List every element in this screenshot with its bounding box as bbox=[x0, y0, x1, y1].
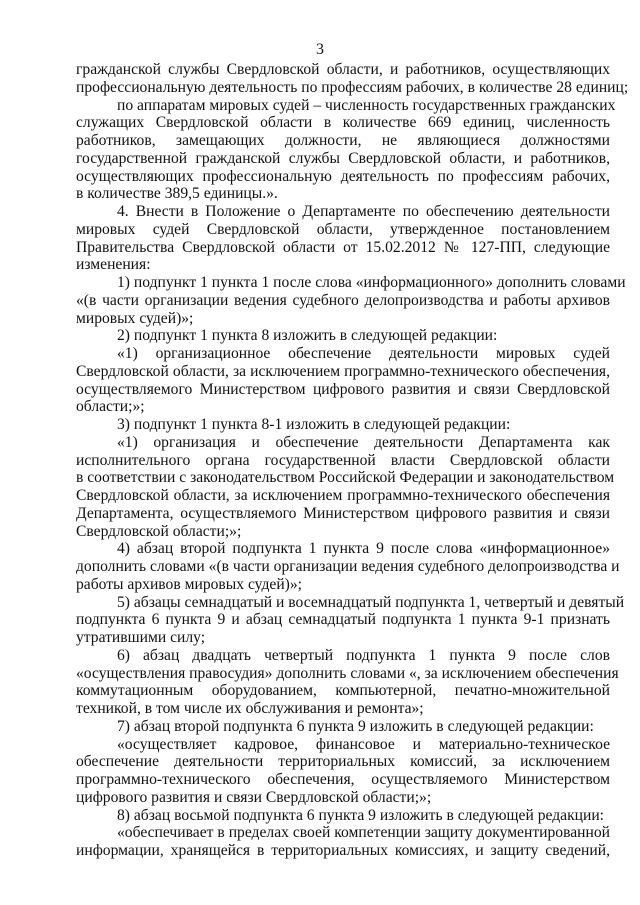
text-line: государственной гражданской службы Свердловской области, и работников, bbox=[76, 149, 610, 167]
document-body bbox=[76, 61, 629, 860]
text-line: мировых судей Свердловской области, утвержденное постановлением bbox=[76, 220, 610, 238]
text-line: в соответствии с законодательством Российской Федерации и законодательством bbox=[76, 469, 615, 487]
text-line: подпункта 6 пункта 9 и абзац семнадцатый подпункта 1 пункта 9-1 признать bbox=[76, 611, 610, 629]
text-line: 8) абзац восьмой подпункта 6 пункта 9 изложить в следующей редакции: bbox=[117, 806, 605, 824]
text-line: 4) абзац второй подпункта 1 пункта 9 после слова «информационное» bbox=[117, 540, 610, 558]
text-line: осуществляющих профессиональную деятельность по профессиям рабочих, bbox=[76, 167, 610, 185]
text-line: 4. Внести в Положение о Департаменте по обеспечению деятельности bbox=[117, 203, 610, 220]
paragraph bbox=[76, 345, 610, 416]
paragraph bbox=[76, 61, 629, 97]
text-line: «1) организация и обеспечение деятельности Департамента как bbox=[117, 433, 610, 451]
paragraph bbox=[76, 593, 625, 647]
text-line: программно-технического обеспечения, осуществляемого Министерством bbox=[76, 771, 610, 788]
paragraph bbox=[76, 540, 620, 593]
text-line: коммутационным оборудованием, компьютерной, печатно-множительной bbox=[76, 682, 610, 700]
paragraph bbox=[76, 807, 610, 825]
text-line: утратившими силу; bbox=[76, 629, 206, 646]
text-line: обеспечение деятельности территориальных комиссий, за исключением bbox=[76, 753, 610, 771]
text-line: Свердловской области, за исключением программно-технического обеспечения bbox=[76, 487, 610, 504]
text-line: осуществляемого Министерством цифрового развития и связи Свердловской bbox=[76, 380, 610, 398]
text-line: исполнительного органа государственной власти Свердловской области bbox=[76, 451, 610, 469]
paragraph bbox=[76, 327, 610, 345]
paragraph bbox=[76, 718, 610, 736]
paragraph bbox=[76, 274, 626, 327]
text-line: изменения: bbox=[76, 256, 151, 274]
paragraph bbox=[76, 203, 610, 274]
text-line: работы архивов мировых судей)»; bbox=[76, 575, 303, 593]
text-line: в количестве 389,5 единицы.». bbox=[76, 185, 278, 203]
text-line: 2) подпункт 1 пункта 8 изложить в следующей редакции: bbox=[117, 327, 498, 345]
text-line: «осуществления правосудия» дополнить словами «, за исключением обеспечения bbox=[76, 664, 619, 682]
text-line: области;»; bbox=[76, 398, 145, 416]
text-line: 5) абзацы семнадцатый и восемнадцатый подпункта 1, четвертый и девятый bbox=[117, 593, 625, 611]
text-line: «обеспечивает в пределах своей компетенции защиту документированной bbox=[117, 824, 610, 842]
text-line: дополнить словами «(в части организации ведения судебного делопроизводства и bbox=[76, 558, 620, 575]
text-line: Правительства Свердловской области от 15.02.2012 № 127-ПП, следующие bbox=[76, 238, 610, 256]
page-number: 3 bbox=[316, 41, 324, 58]
paragraph bbox=[76, 96, 616, 204]
paragraph bbox=[76, 824, 610, 860]
text-line: Свердловской области, за исключением программно-технического обеспечения, bbox=[76, 362, 610, 380]
text-line: «осуществляет кадровое, финансовое и материально-техническое bbox=[117, 735, 610, 753]
text-line: профессиональную деятельность по профессиям рабочих, в количестве 28 единиц; bbox=[76, 78, 629, 96]
paragraph bbox=[76, 736, 610, 807]
text-line: 6) абзац двадцать четвертый подпункта 1 пункта 9 после слов bbox=[117, 646, 610, 664]
paragraph bbox=[76, 433, 615, 541]
text-line: «1) организационное обеспечение деятельности мировых судей bbox=[117, 345, 610, 362]
text-line: 1) подпункт 1 пункта 1 после слова «информационного» дополнить словами bbox=[117, 274, 626, 291]
text-line: 3) подпункт 1 пункта 8-1 изложить в следующей редакции: bbox=[117, 416, 511, 433]
text-line: служащих Свердловской области в количестве 669 единиц, численность bbox=[76, 114, 610, 132]
text-line: работников, замещающих должности, не являющиеся должностями bbox=[76, 132, 610, 149]
text-line: цифрового развития и связи Свердловской области;»; bbox=[76, 788, 432, 806]
text-line: Свердловской области;»; bbox=[76, 522, 242, 540]
text-line: гражданской службы Свердловской области, и работников, осуществляющих bbox=[76, 61, 610, 78]
text-line: по аппаратам мировых судей – численность государственных гражданских bbox=[117, 96, 616, 114]
paragraph bbox=[76, 416, 610, 434]
paragraph bbox=[76, 646, 619, 718]
text-line: «(в части организации ведения судебного делопроизводства и работы архивов bbox=[76, 291, 610, 309]
text-line: мировых судей)»; bbox=[76, 309, 194, 327]
text-line: информации, хранящейся в территориальных комиссиях, и защиту сведений, bbox=[76, 842, 610, 859]
text-line: Департамента, осуществляемого Министерством цифрового развития и связи bbox=[76, 504, 610, 522]
text-line: техникой, в том числе их обслуживания и ремонта»; bbox=[76, 700, 424, 717]
text-line: 7) абзац второй подпункта 6 пункта 9 изложить в следующей редакции: bbox=[117, 717, 594, 735]
